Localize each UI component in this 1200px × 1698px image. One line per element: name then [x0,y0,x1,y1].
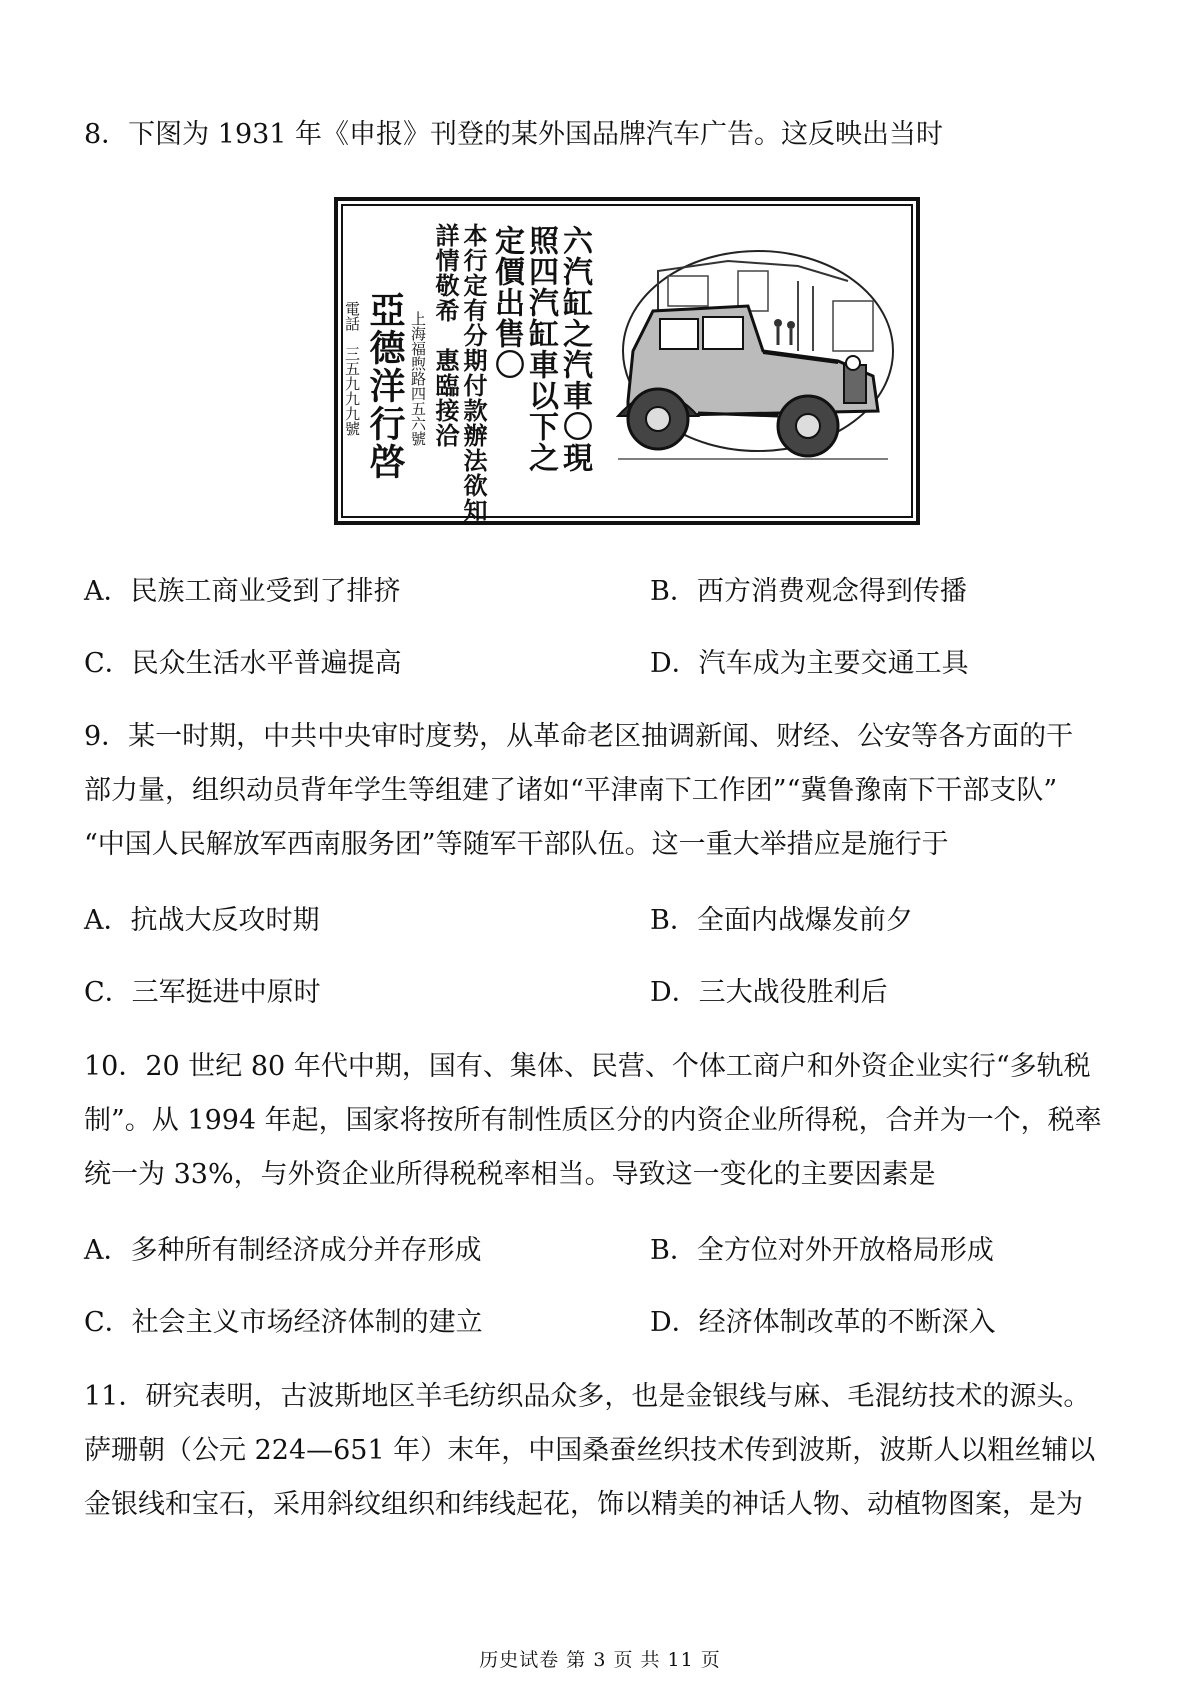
q10-option-b: B．全方位对外开放格局形成 [650,1235,994,1266]
q8-option-b: B．西方消费观念得到传播 [650,576,967,607]
q10-option-a: A．多种所有制经济成分并存形成 [84,1235,482,1266]
ad-text-column-2: 照四汽缸車以下之 [523,225,558,473]
ad-text-column-1: 六汽缸之汽車〇現 [557,225,592,473]
car-advertisement-figure [334,197,920,525]
question-10-line-1: 10．20 世纪 80 年代中期，国有、集体、民营、个体工商户和外资企业实行“多轨税 [84,1051,1091,1082]
ad-company-name: 亞德洋行啓 [364,291,406,481]
q9-option-a: A．抗战大反攻时期 [84,905,320,936]
question-10-line-3: 统一为 33%，与外资企业所得税税率相当。导致这一变化的主要因素是 [84,1159,936,1190]
question-9-line-1: 9．某一时期，中共中央审时度势，从革命老区抽调新闻、财经、公安等各方面的干 [84,721,1074,752]
q8-option-a: A．民族工商业受到了排挤 [84,576,401,607]
page-footer: 历史试卷 第 3 页 共 11 页 [479,1649,721,1671]
q10-option-d: D．经济体制改革的不断深入 [650,1307,996,1338]
ad-text-column-5: 詳情敬希 惠臨接洽 [431,223,460,448]
q9-option-c: C．三军挺进中原时 [84,977,321,1008]
ad-text-column-4: 本行定有分期付款辦法欲知 [459,223,488,523]
q10-option-c: C．社会主义市场经济体制的建立 [84,1307,483,1338]
ad-address: 上海福煦路四五六號 [409,311,427,446]
question-11-line-1: 11．研究表明，古波斯地区羊毛纺织品众多，也是金银线与麻、毛混纺技术的源头。 [84,1381,1091,1412]
vintage-car-illustration [598,241,898,481]
question-11-line-2: 萨珊朝（公元 224—651 年）末年，中国桑蚕丝织技术传到波斯，波斯人以粗丝辅以 [84,1435,1096,1466]
q9-option-b: B．全面内战爆发前夕 [650,905,913,936]
question-10-line-2: 制”。从 1994 年起，国家将按所有制性质区分的内资企业所得税，合并为一个，税率 [84,1105,1102,1136]
ad-text-column-3: 定價出售〇 [489,225,524,380]
question-11-line-3: 金银线和宝石，采用斜纹组织和纬线起花，饰以精美的神话人物、动植物图案，是为 [84,1489,1083,1520]
q8-option-c: C．民众生活水平普遍提高 [84,648,402,679]
question-9-line-2: 部力量，组织动员背年学生等组建了诸如“平津南下工作团”“冀鲁豫南下干部支队” [84,775,1058,806]
q9-option-d: D．三大战役胜利后 [650,977,888,1008]
ad-phone: 電話 三五九九九號 [343,301,361,436]
q8-option-d: D．汽车成为主要交通工具 [650,648,969,679]
question-8-stem: 8．下图为 1931 年《申报》刊登的某外国品牌汽车广告。这反映出当时 [84,119,944,150]
question-9-line-3: “中国人民解放军西南服务团”等随军干部队伍。这一重大举措应是施行于 [84,829,949,860]
